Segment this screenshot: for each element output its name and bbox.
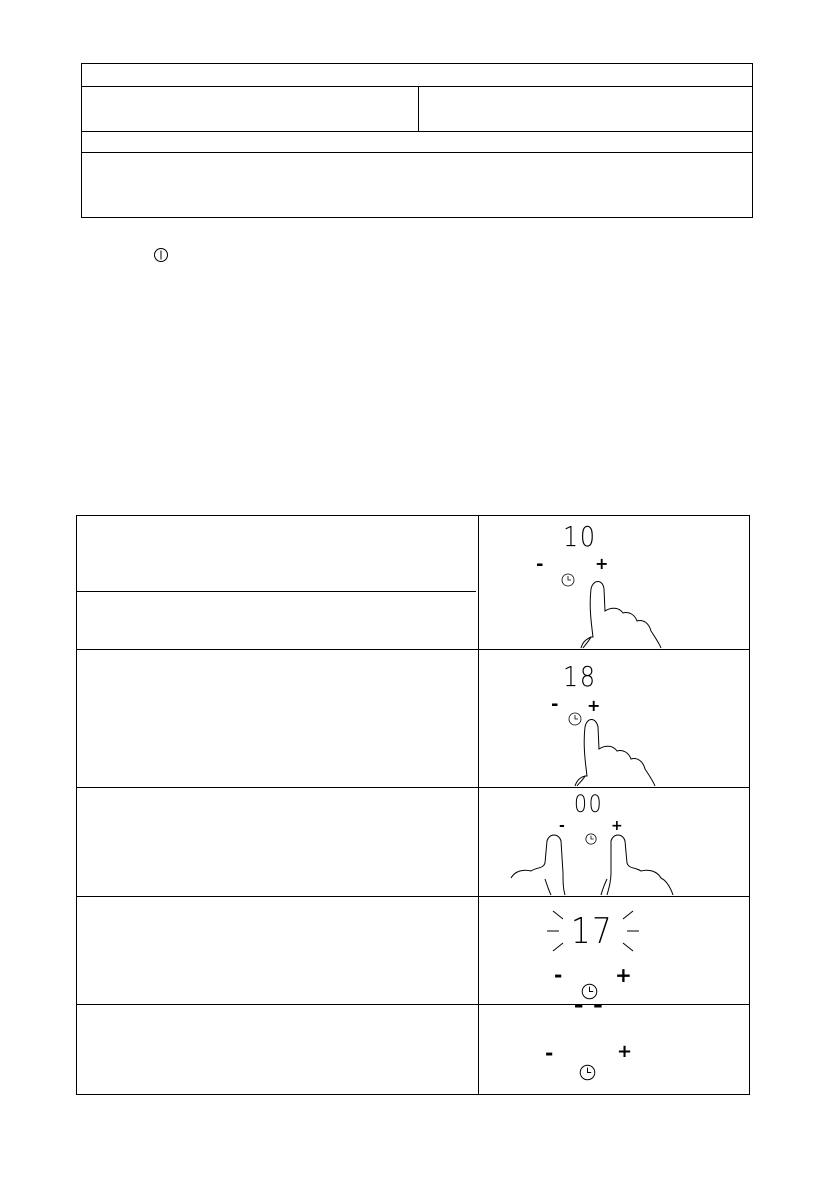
table-rule: [82, 131, 752, 132]
plus-sign: +: [617, 1041, 633, 1062]
display-digits: 00: [574, 790, 604, 818]
display-digits: 18: [563, 660, 597, 693]
power-icon: [153, 247, 169, 263]
minus-sign: -: [545, 1041, 554, 1065]
table-rule: [77, 591, 476, 592]
finger-press-icon: [599, 833, 749, 896]
display-illustration-2: [479, 650, 749, 787]
minus-sign: -: [536, 554, 544, 575]
display-digits: 17: [571, 911, 614, 952]
clock-icon: [579, 1064, 596, 1081]
finger-press-icon: [509, 833, 579, 896]
display-digits: 10: [563, 520, 597, 553]
top-table: [81, 63, 753, 218]
plus-sign: +: [595, 554, 609, 573]
finger-press-icon: [569, 571, 749, 649]
plus-sign: +: [587, 696, 601, 715]
minus-sign: -: [559, 818, 565, 834]
plus-sign: +: [615, 963, 632, 987]
flash-rays-icon: [545, 905, 641, 961]
minus-sign: -: [554, 963, 563, 987]
table-column-divider: [418, 86, 419, 131]
plus-sign: +: [611, 818, 623, 834]
minus-sign: -: [551, 694, 559, 715]
display-illustration-5: [479, 993, 749, 1095]
display-digits: – –: [574, 993, 605, 1018]
display-illustration-1: [479, 516, 749, 649]
timer-steps-table: [76, 515, 750, 1095]
table-rule: [82, 152, 752, 153]
clock-icon: [585, 833, 597, 845]
display-illustration-4: [479, 897, 749, 1004]
page-number: [780, 6, 810, 26]
finger-press-icon: [571, 712, 741, 787]
table-rule: [82, 86, 752, 87]
display-illustration-3: [479, 788, 749, 896]
